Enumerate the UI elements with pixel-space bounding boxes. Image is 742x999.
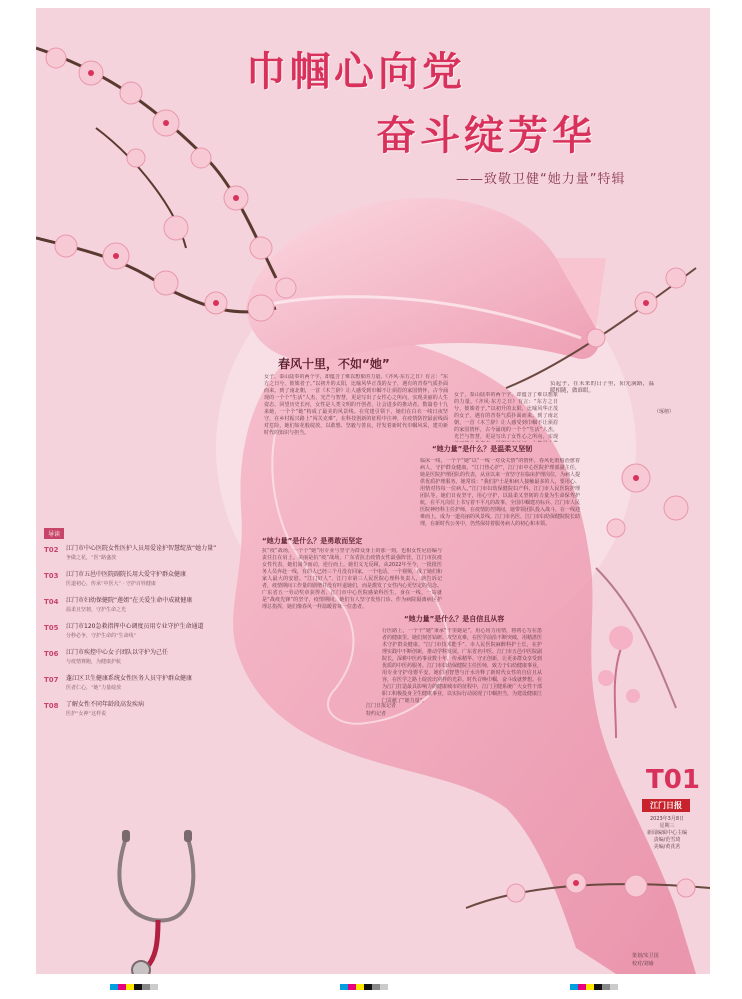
byline-2: 特约记者 bbox=[366, 711, 387, 717]
toc-subhead: 温柔且坚韧，守护生命之光 bbox=[66, 607, 127, 613]
edition-date: 2023年3月8日 bbox=[649, 816, 685, 822]
edition-planner: 策划/朱卫国 bbox=[632, 953, 659, 959]
toc-page-code: T07 bbox=[44, 676, 59, 684]
page-number: T01 bbox=[646, 765, 700, 795]
byline-1: 江门日报记者 bbox=[366, 703, 397, 709]
color-bar-right bbox=[570, 984, 618, 990]
toc-list bbox=[40, 544, 270, 726]
color-bar-left bbox=[110, 984, 158, 990]
headline-subtitle: ——致敬卫健“她力量”特辑 bbox=[456, 172, 626, 187]
toc-subhead: 医护“女神”这样说 bbox=[66, 711, 107, 717]
section-2-title: “她力量”是什么？是温柔又坚韧 bbox=[432, 445, 533, 453]
toc-page-code: T04 bbox=[44, 598, 59, 606]
column-2-top: 女子，泰山陆奉的两个字，却蕴含了难以想象的力量。《齐风·东方之日》有言：“东方之日兮，彼姝者子。”以初升的太阳，比喻风华正茂的女子，遇有的青春气质扑面而来。到了南北朝，一首《木兰辞》让人感受到巾帼不让须眉的家国情怀，古今涌现的一个个“生活”人杰，光芒与智慧，更是写出了女性心之所向，实现 bbox=[454, 392, 558, 440]
photo-credit: （琢榕） bbox=[654, 409, 675, 415]
article-title: 春风十里，不如“她” bbox=[278, 357, 390, 371]
toc-subhead: 医者仁心，“她”力量绽放 bbox=[66, 685, 122, 691]
edition-chief-editor: 责编/范雪琦 bbox=[653, 837, 681, 843]
toc-item[interactable] bbox=[40, 570, 270, 596]
toc-headline: 了解女性不同年龄段高发疾病 bbox=[66, 701, 145, 708]
color-bar-center bbox=[340, 984, 388, 990]
toc-headline: 江门市妇幼保健院“莲姐”在关爱生命中成就健康 bbox=[66, 597, 193, 604]
toc bbox=[40, 521, 270, 726]
toc-subhead: 分秒必争，守护生命的“生命线” bbox=[66, 633, 137, 639]
toc-page-code: T05 bbox=[44, 624, 59, 632]
newspaper-page bbox=[36, 8, 710, 974]
toc-headline: 江门市中心医院女性医护人员用爱诠护智慧绽放“她力量” bbox=[66, 545, 217, 552]
section-2-body: 临床一线，一个个“她”以“一线一对众关情”的情怀，春风化雨般治愈着病人，守护群众健康。“江门热心护”，江门市中心医院护理部副主任，她是医院护理团队的代表，从业以来一直坚守在临床护理岗位，为病人提供优质护理服务。她常说：“我们护士是和病人接触最多的人，要用心、用情对待每一位病人。”江门市妇幼保健院妇产科、江门市人民医院护理团队等，她们日夜坚守，用心守护，以温柔又坚韧的力量为生命保驾护航，在平凡岗位上书写着不平凡的故事。全国巾帼建功标兵、江门市人民医院神经科主任护师，在疫情防控期间，她带领团队投入战斗，在一线迎难而上，成为一道亮丽的风景线。江门市名医、江门市妇幼保健院院长助理，在新时代公务中，仍然保持着服务病人的初心和本领。 bbox=[420, 458, 580, 527]
edition-weekday: 星期三 bbox=[659, 823, 675, 829]
toc-item[interactable] bbox=[40, 674, 270, 700]
edition-art-editor: 美编/黄芪茗 bbox=[653, 844, 681, 850]
toc-subhead: 医道初心，传承“中医大” · 守护百姓健康 bbox=[66, 581, 156, 587]
headline-line-1: 巾帼心向党 bbox=[246, 48, 466, 95]
newspaper-masthead: 江门日报 bbox=[642, 799, 690, 812]
photo-caption: 负起乎，在未来的日子里，阳光满路，温暖相随，做谁眼。 bbox=[550, 381, 654, 394]
toc-item[interactable] bbox=[40, 700, 270, 726]
section-3-title: “她力量”是什么？是自信且从容 bbox=[404, 615, 505, 623]
toc-headline: 蓬江区卫生健康系统女性医务人员守护群众健康 bbox=[66, 675, 193, 682]
toc-item[interactable] bbox=[40, 622, 270, 648]
edition-center: 新闻编辑中心主编 bbox=[646, 830, 687, 836]
section-1-title: “她力量”是什么？是勇敢而坚定 bbox=[262, 537, 363, 545]
toc-headline: 江门市疾控中心女子团队以守护为己任 bbox=[66, 649, 169, 656]
toc-subhead: 与疫情赛跑，为健康护航 bbox=[66, 659, 122, 665]
toc-page-code: T03 bbox=[44, 572, 59, 580]
toc-subhead: 争做之花，“医”路盛放 bbox=[66, 555, 117, 561]
toc-page-code: T08 bbox=[44, 702, 59, 710]
toc-page-code: T02 bbox=[44, 546, 59, 554]
article-intro: 女子，泰山陆奉的两个字，却蕴含了难以想象的力量。《齐风·东方之日》有言：“东方之日兮，彼姝者子。”以初升的太阳，比喻风华正茂的女子，遇有的青春气质扑面而来。到了南北朝，一首《木兰辞》让人感受到巾帼不让须眉的家国情怀，古今涌现的一个个“生活”人杰，光芒与智慧，更是写出了女性心之所向，实现美丽的人生姿态。回望历史长河，女性是人类文明的开创者，让会进步的推动者。数篇卷十九来她，一个个“她”构成了最美的风景线。在党建引领下，她们在白衣一线日夜坚守，在乡村振兴路上“闯关克难”，在科技创新的征程中注神，在疫情防控最前线面对危险，她们如花般绽放，以敢想、坚毅与善良，抒发着新时代巾帼风采，建功新时代的知识与担当。 bbox=[264, 374, 448, 436]
toc-page-code: T06 bbox=[44, 650, 59, 658]
edition-proofreader: 校对/刘瑜 bbox=[632, 961, 654, 967]
toc-headline: 江门市120急救指挥中心调度员用专业守护生命通道 bbox=[66, 623, 204, 630]
toc-item[interactable] bbox=[40, 648, 270, 674]
flower-icon bbox=[581, 608, 651, 738]
section-3-body: 行医路上，一个个“她”秉承“干里她是”，用心用力用情，将初心写在患者的健康里。她们刻苦钻研、攻坚克难，在医学前沿不断突破，用精湛医术守护群众健康。“江门市技术能手”、市人民医院麻醉科护士长，在护理实践中不断创新，推动学科发展。广东省名中医、江门市五邑中医院副院长，深耕中医药事业数十年，传承精华、守正创新，让更多群众享受到优质的中医药服务。江门市妇幼保健院主任医师，致力于妇幼健康事业，用专业守护母婴平安。她们用智慧与汗水诠释了新时代女性的自信且从容，在医学之路上绽放出别样的光彩。时代召唤巾帼，奋斗成就梦想。在为江门打造最具影响力的健康城市的征程中，江门卫健系统广大女性干部职工积极投身卫生健康事业，以实际行动展现了巾帼担当，为建设健康江门贡献了“她力量”。 bbox=[382, 628, 542, 704]
toc-label: 导读 bbox=[44, 528, 64, 539]
toc-item[interactable] bbox=[40, 596, 270, 622]
toc-item[interactable] bbox=[40, 544, 270, 570]
edition-meta bbox=[632, 816, 702, 851]
toc-headline: 江门市五邑中医院副院长用大爱守护群众健康 bbox=[66, 571, 187, 578]
headline-line-2: 奋斗绽芳华 bbox=[376, 112, 596, 159]
section-1-body: 抗“疫”战场，一个个“她”用专业与坚守为群众身上的那一刻，也相女性尼俗编与责任扛在肩上。美丽是抗“疫”战场，广东省抗击疫情女性最强阵营，江门市抗疫女性代表，她们闻令而动，逆行而上。她们义无反顾，从2022年至今，一批批医务人员奔赴一线，有的人已经三个月没有回家，一个电话、一个视频，成了她们和家人最大的安慰。“江门好人”、江门市第三人民医院心理科负责人，她告诉记者，疫情期间工作量的剧增并没有吓退她们，而是激发了女性内心更坚定的信念。广东省五一劳动奖章获得者、江门市中心医院感染科医生，身在一线，一站就是“战疫先锋”的坚守，疫情期间，她们有人坚守发热门诊、作为病院隔离病区护理总指挥，她们像春风一样温暖着每一位患者。 bbox=[262, 548, 442, 610]
